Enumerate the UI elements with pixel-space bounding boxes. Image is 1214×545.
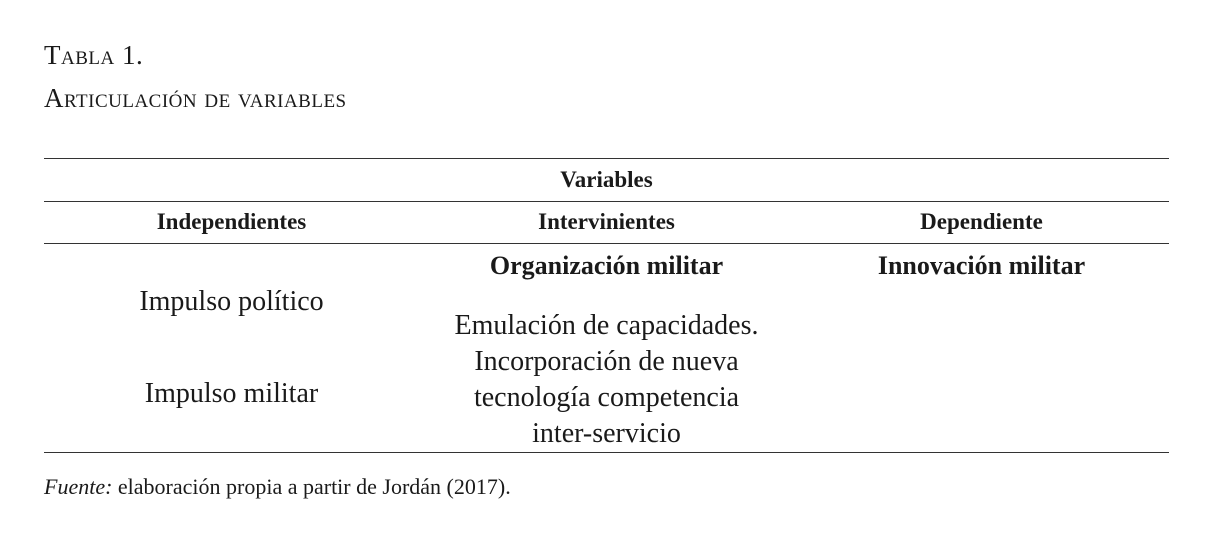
table-number: Tabla 1.	[44, 40, 144, 70]
column-header-intervinientes: Intervinientes	[538, 209, 675, 234]
intervinientes-line: Incorporación de nueva	[474, 346, 739, 377]
subheader-innovacion-militar: Innovación militar	[877, 251, 1086, 280]
intervinientes-description	[419, 308, 794, 452]
subheader-organizacion-militar: Organización militar	[489, 251, 724, 280]
variables-group-header: Variables	[560, 167, 653, 192]
independiente-impulso-militar: Impulso militar	[144, 378, 319, 409]
column-header-dependiente: Dependiente	[920, 209, 1043, 234]
table-title: Articulación de variables	[44, 83, 347, 113]
intervinientes-line: Emulación de capacidades.	[454, 310, 759, 341]
column-header-rule	[44, 243, 1169, 244]
source-note	[44, 476, 511, 498]
source-label: Fuente:	[44, 474, 113, 499]
source-text: elaboración propia a partir de Jordán (2017).	[112, 474, 511, 499]
table-bottom-rule	[44, 452, 1169, 453]
table-top-rule	[44, 158, 1169, 159]
group-header-rule	[44, 201, 1169, 202]
column-header-independientes: Independientes	[156, 209, 307, 234]
intervinientes-line: tecnología competencia	[473, 382, 740, 413]
intervinientes-line: inter-servicio	[532, 418, 681, 449]
independiente-impulso-politico: Impulso político	[139, 286, 324, 317]
